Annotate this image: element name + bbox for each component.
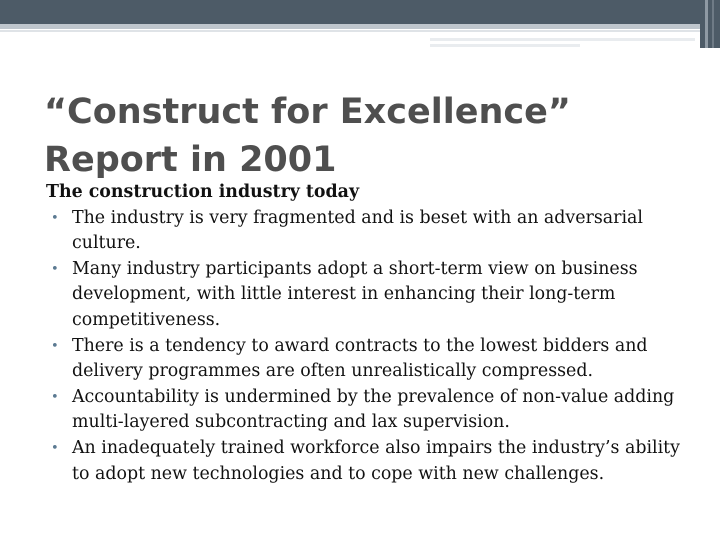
bullet-text: Accountability is undermined by the prevalence of non-value adding multi-layered subcontracting and lax supervision. (72, 386, 675, 433)
bullet-item (46, 334, 696, 385)
header-accent-line (430, 38, 695, 41)
bullet-item (46, 385, 696, 436)
bullet-text: There is a tendency to award contracts to the lowest bidders and delivery programmes are often unrealistically compressed. (72, 335, 648, 382)
bullet-item (46, 436, 696, 487)
corner-block (700, 0, 720, 48)
bullet-text: The industry is very fragmented and is beset with an adversarial culture. (72, 207, 643, 254)
header-banner (0, 0, 720, 24)
section-heading: The construction industry today (46, 182, 360, 202)
bullet-item (46, 257, 696, 334)
slide-body (46, 180, 696, 487)
slide-title: “Construct for Excellence” Report in 2001 (44, 92, 571, 180)
bullet-icon: • (51, 210, 59, 226)
header-rule (0, 24, 700, 29)
header-rule-thin (0, 30, 700, 32)
bullet-icon: • (51, 338, 59, 354)
bullet-text: Many industry participants adopt a short-term view on business development, with little interest in enhancing their long-term competitiveness. (72, 258, 638, 330)
corner-stripe-dark (712, 0, 714, 48)
bullet-list (46, 206, 696, 488)
bullet-icon: • (51, 389, 59, 405)
corner-stripe (705, 0, 708, 48)
bullet-text: An inadequately trained workforce also impairs the industry’s ability to adopt new technologies and to cope with new challenges. (72, 437, 680, 484)
bullet-icon: • (51, 440, 59, 456)
header-accent-line-short (430, 44, 580, 47)
bullet-item (46, 206, 696, 257)
bullet-icon: • (51, 261, 59, 277)
